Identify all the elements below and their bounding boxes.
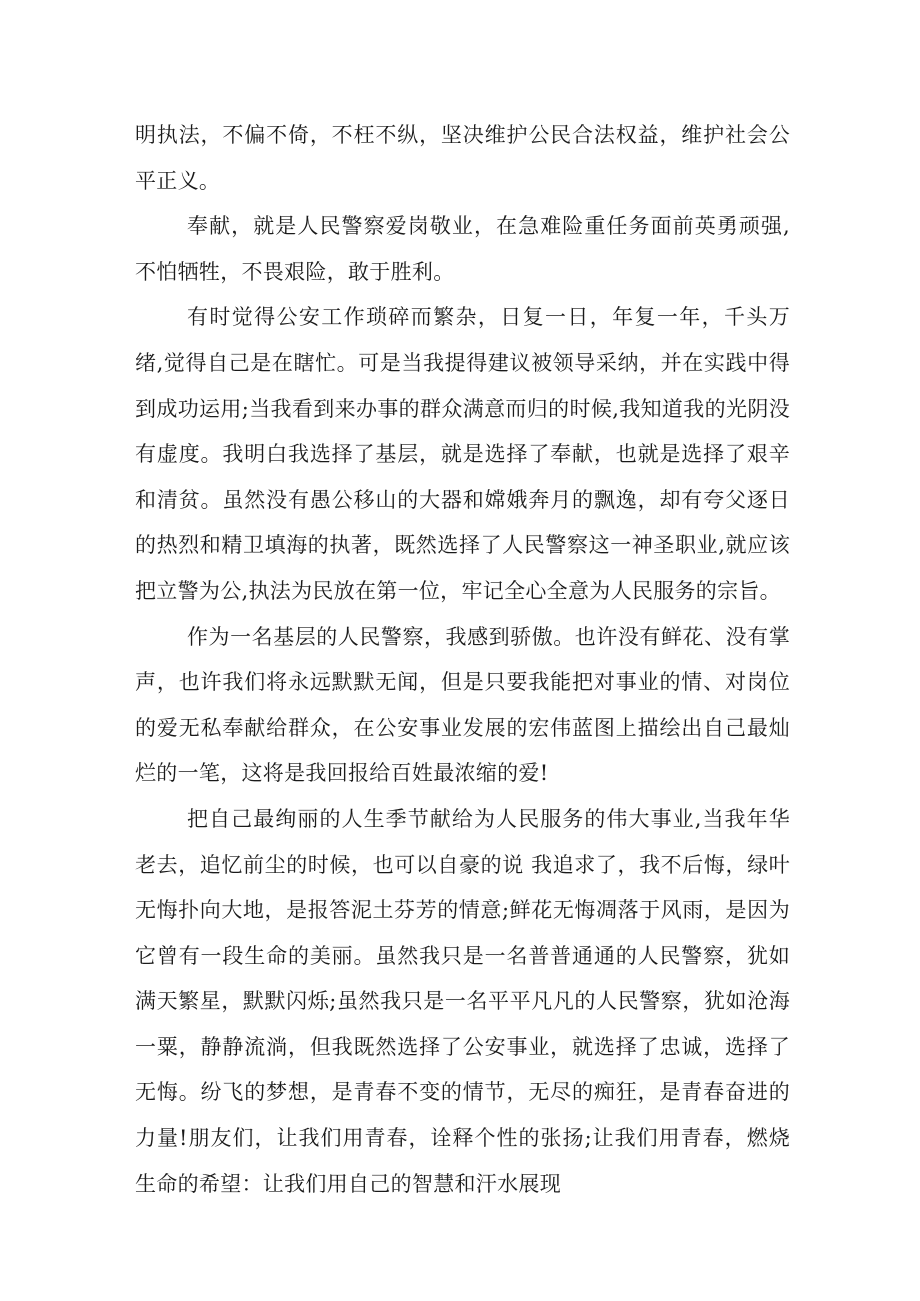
paragraph-2: 奉献，就是人民警察爱岗敬业，在急难险重任务面前英勇顽强,不怕牺牲，不畏艰险，敢于胜利。 bbox=[135, 214, 790, 284]
paragraph-1: 明执法，不偏不倚，不枉不纵，坚决维护公民合法权益，维护社会公平正义。 bbox=[135, 123, 790, 193]
paragraph-3: 有时觉得公安工作琐碎而繁杂，日复一日，年复一年，千头万绪,觉得自己是在瞎忙。可是当我提得建议被领导采纳，并在实践中得到成功运用;当我看到来办事的群众满意而归的时候,我知道我的光阴没有虚度。我明白我选择了基层，就是选择了奉献，也就是选择了艰辛和清贫。虽然没有愚公移山的大器和嫦娥奔月的飘逸，却有夸父逐日的热烈和精卫填海的执著，既然选择了人民警察这一神圣职业,就应该把立警为公,执法为民放在第一位，牢记全心全意为人民服务的宗旨。 bbox=[135, 305, 790, 603]
paragraph-4: 作为一名基层的人民警察，我感到骄傲。也许没有鲜花、没有掌声，也许我们将永远默默无闻，但是只要我能把对事业的情、对岗位的爱无私奉献给群众，在公安事业发展的宏伟蓝图上描绘出自己最灿烂的一笔，这将是我回报给百姓最浓缩的爱! bbox=[135, 624, 790, 786]
paragraph-5: 把自己最绚丽的人生季节献给为人民服务的伟大事业,当我年华老去，追忆前尘的时候，也可以自豪的说 我追求了，我不后悔，绿叶无悔扑向大地，是报答泥土芬芳的情意;鲜花无悔凋落于风雨，是因为它曾有一段生命的美丽。虽然我只是一名普普通通的人民警察，犹如满天繁星，默默闪烁;虽然我只是一名平平凡凡的人民警察，犹如沧海一粟，静静流淌，但我既然选择了公安事业，就选择了忠诚，选择了无悔。纷飞的梦想，是青春不变的情节，无尽的痴狂，是青春奋进的力量!朋友们，让我们用青春，诠释个性的张扬;让我们用青春，燃烧生命的希望：让我们用自己的智慧和汗水展现 bbox=[135, 806, 790, 1196]
document-body bbox=[135, 113, 790, 1207]
